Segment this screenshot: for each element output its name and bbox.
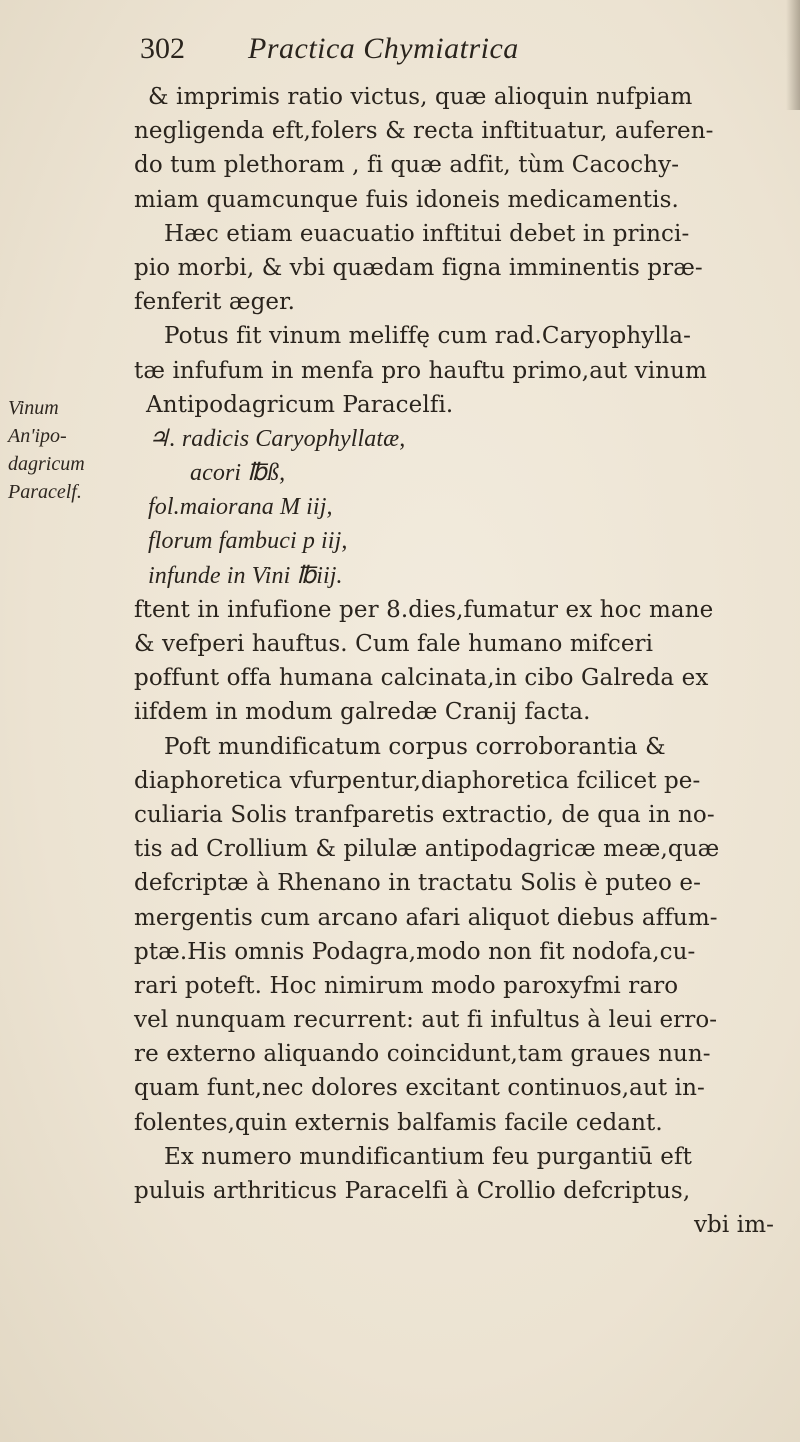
margin-note-line: Paracelf. bbox=[8, 481, 82, 503]
catchword: vbi im- bbox=[693, 1212, 774, 1239]
text-line: ftent in infufione per 8.dies,fumatur ex hoc mane bbox=[134, 596, 714, 623]
text-line: vel nunquam recurrent: aut fi infultus à leui erro- bbox=[134, 1007, 718, 1034]
text-line: puluis arthriticus Paracelfi à Crollio defcriptus, bbox=[134, 1178, 691, 1204]
body-text bbox=[134, 80, 774, 1242]
text-line: & imprimis ratio victus, quæ alioquin nufpiam bbox=[148, 84, 693, 110]
text-line: Poft mundificatum corpus corroborantia & bbox=[164, 733, 666, 760]
margin-note-line: An'ipo- bbox=[8, 425, 67, 447]
text-line: Hæc etiam euacuatio inftitui debet in princi- bbox=[164, 220, 690, 247]
recipe-line: ♃. radicis Caryophyllatæ, bbox=[148, 425, 406, 452]
text-line: poffunt offa humana calcinata,in cibo Galreda ex bbox=[134, 665, 709, 692]
text-line: miam quamcunque fuis idoneis medicamentis. bbox=[134, 186, 679, 213]
text-line: mergentis cum arcano afari aliquot diebus affum- bbox=[134, 904, 718, 931]
text-line: tis ad Crollium & pilulæ antipodagricæ meæ,quæ bbox=[134, 836, 720, 863]
text-line: re externo aliquando coincidunt,tam graues nun- bbox=[134, 1041, 711, 1068]
text-line: tæ infufum in menfa pro hauftu primo,aut vinum bbox=[134, 357, 707, 384]
text-line: negligenda eft,folers & recta inftituatur, auferen- bbox=[134, 118, 714, 145]
recipe-line: acori ℔ß, bbox=[190, 460, 286, 487]
recipe-line: infunde in Vini ℔iij. bbox=[148, 562, 343, 589]
running-title: Practica Chymiatrica bbox=[248, 32, 519, 65]
margin-note-line: Vinum bbox=[8, 397, 59, 419]
text-line: do tum plethoram , fi quæ adfit, tùm Cacochy- bbox=[134, 152, 680, 179]
text-line: iifdem in modum galredæ Cranij facta. bbox=[134, 699, 591, 726]
margin-note bbox=[8, 394, 128, 506]
text-line: pio morbi, & vbi quædam figna imminentis præ- bbox=[134, 254, 703, 281]
page-number: 302 bbox=[140, 32, 185, 65]
recipe-line: florum fambuci p iij, bbox=[148, 528, 348, 555]
text-line: fenferit æger. bbox=[134, 289, 296, 316]
text-line: folentes,quin externis balfamis facile cedant. bbox=[134, 1109, 663, 1136]
text-line: defcriptæ à Rhenano in tractatu Solis è puteo e- bbox=[134, 870, 701, 897]
recipe-line: fol.maiorana M iij, bbox=[148, 494, 333, 521]
page-header bbox=[0, 32, 800, 72]
recipe-line: Antipodagricum Paracelfi. bbox=[146, 391, 454, 418]
text-line: & vefperi hauftus. Cum fale humano mifceri bbox=[134, 631, 654, 657]
text-line: diaphoretica vfurpentur,diaphoretica fcilicet pe- bbox=[134, 767, 701, 794]
text-line: rari poteft. Hoc nimirum modo paroxyfmi raro bbox=[134, 972, 679, 999]
margin-note-line: dagricum bbox=[8, 453, 85, 475]
text-line: culiaria Solis tranfparetis extractio, de qua in no- bbox=[134, 801, 715, 828]
text-line: quam funt,nec dolores excitant continuos,aut in- bbox=[134, 1075, 705, 1102]
text-line: Ex numero mundificantium feu purgantiū eft bbox=[164, 1143, 692, 1170]
text-line: Potus fit vinum meliffę cum rad.Caryophylla- bbox=[164, 323, 691, 350]
text-line: ptæ.His omnis Podagra,modo non fit nodofa,cu- bbox=[134, 938, 696, 965]
